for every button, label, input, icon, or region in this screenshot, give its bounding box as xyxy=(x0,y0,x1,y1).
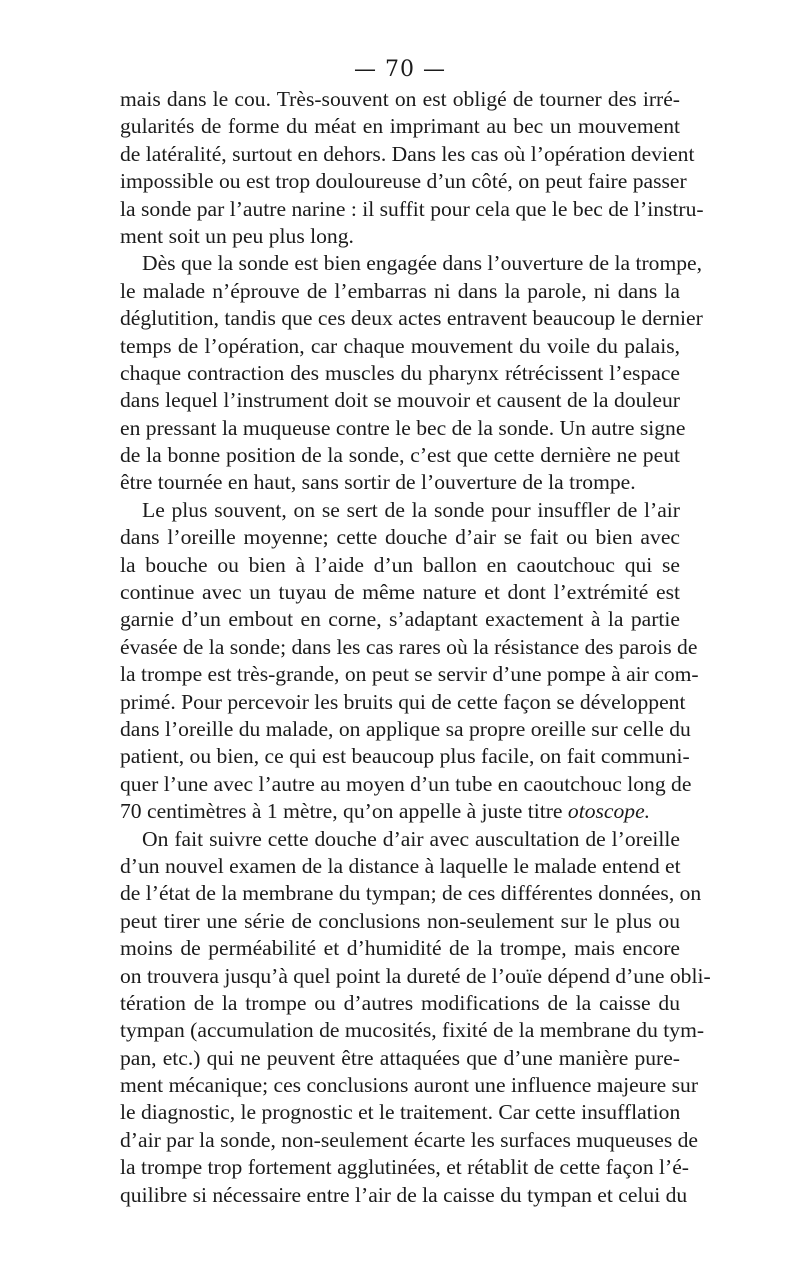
text-line-content: être tournée en haut, sans sortir de l’ouverture de la trompe. xyxy=(120,470,636,495)
text-line xyxy=(120,223,680,250)
italic-term: otoscope. xyxy=(567,799,651,824)
text-line xyxy=(120,826,680,853)
text-line xyxy=(120,196,704,223)
text-line-content: tération de la trompe ou d’autres modifications de la caisse du xyxy=(120,990,680,1015)
text-line xyxy=(120,908,680,935)
text-line xyxy=(120,442,680,469)
text-line xyxy=(120,141,695,168)
text-line xyxy=(120,469,680,496)
text-line-content: le diagnostic, le prognostic et le traitement. Car cette insufflation xyxy=(120,1100,681,1125)
text-line-content: déglutition, tandis que ces deux actes entravent beaucoup le dernier xyxy=(120,306,703,331)
text-line xyxy=(120,168,687,195)
text-line-content: patient, ou bien, ce qui est beaucoup plus facile, on fait communi- xyxy=(120,744,690,769)
text-line-content: garnie d’un embout en corne, s’adaptant exactement à la partie xyxy=(120,607,680,632)
text-line xyxy=(120,333,680,360)
text-line-content: le malade n’éprouve de l’embarras ni dans la parole, ni dans la xyxy=(120,278,680,303)
text-line-content: chaque contraction des muscles du pharynx rétrécissent l’espace xyxy=(120,360,680,385)
text-line-content: 70 centimètres à 1 mètre, qu’on appelle à juste titre xyxy=(120,799,568,824)
text-line-content: de l’état de la membrane du tympan; de ces différentes données, on xyxy=(120,881,702,906)
text-line-content: ment mécanique; ces conclusions auront une influence majeure sur xyxy=(120,1073,699,1098)
text-line xyxy=(120,661,699,688)
text-line xyxy=(120,86,680,113)
text-line-content: quilibre si nécessaire entre l’air de la caisse du tympan et celui du xyxy=(120,1182,688,1207)
text-line xyxy=(120,853,680,880)
text-line-content: on trouvera jusqu’à quel point la dureté de l’ouïe dépend d’une obli- xyxy=(120,963,711,988)
text-line xyxy=(120,113,680,140)
text-line-content: primé. Pour percevoir les bruits qui de cette façon se développent xyxy=(120,689,686,714)
text-line xyxy=(120,1182,688,1209)
text-line xyxy=(120,606,680,633)
text-line xyxy=(120,798,680,825)
text-line xyxy=(120,990,680,1017)
text-line-content: la bouche ou bien à l’aide d’un ballon en caoutchouc qui se xyxy=(120,552,680,577)
text-line-content: dans lequel l’instrument doit se mouvoir et causent de la douleur xyxy=(120,388,680,413)
text-line-content: peut tirer une série de conclusions non-seulement sur le plus ou xyxy=(120,908,680,933)
text-line-content: gularités de forme du méat en imprimant au bec un mouvement xyxy=(120,114,680,139)
text-line xyxy=(120,305,703,332)
text-line xyxy=(120,524,680,551)
text-line xyxy=(120,497,680,524)
text-line-content: la trompe trop fortement agglutinées, et rétablit de cette façon l’é- xyxy=(120,1155,689,1180)
text-line xyxy=(120,1154,689,1181)
text-line-content: d’un nouvel examen de la distance à laquelle le malade entend et xyxy=(120,853,681,878)
text-line-content: On fait suivre cette douche d’air avec auscultation de l’oreille xyxy=(142,826,680,851)
text-line-content: temps de l’opération, car chaque mouvement du voile du palais, xyxy=(120,333,680,358)
text-line-content: quer l’une avec l’autre au moyen d’un tube en caoutchouc long de xyxy=(120,771,692,796)
text-line-content: mais dans le cou. Très-souvent on est obligé de tourner des irré- xyxy=(120,87,680,111)
text-line-content: la trompe est très-grande, on peut se servir d’une pompe à air com- xyxy=(120,662,699,687)
text-line-content: Dès que la sonde est bien engagée dans l’ouverture de la trompe, xyxy=(142,251,703,276)
text-line xyxy=(120,771,692,798)
text-line xyxy=(120,1127,699,1154)
text-line xyxy=(120,743,690,770)
text-line xyxy=(120,1099,680,1126)
page-number: — 70 — xyxy=(354,57,446,82)
text-line xyxy=(120,634,698,661)
text-line-content: en pressant la muqueuse contre le bec de la sonde. Un autre signe xyxy=(120,415,686,440)
text-line xyxy=(120,250,703,277)
text-line-content: dans l’oreille moyenne; cette douche d’air se fait ou bien avec xyxy=(120,525,680,550)
text-line-content: ment soit un peu plus long. xyxy=(120,223,354,248)
text-line-content: tympan (accumulation de mucosités, fixité de la membrane du tym- xyxy=(120,1018,705,1043)
text-line xyxy=(120,1045,680,1072)
text-line-content: d’air par la sonde, non-seulement écarte les surfaces muqueuses de xyxy=(120,1127,699,1152)
text-line-content: évasée de la sonde; dans les cas rares où la résistance des parois de xyxy=(120,634,698,659)
text-line-content: de la bonne position de la sonde, c’est que cette dernière ne peut xyxy=(120,443,680,468)
text-line xyxy=(120,880,702,907)
text-line xyxy=(120,689,686,716)
text-line xyxy=(120,360,680,387)
text-line-content: la sonde par l’autre narine : il suffit pour cela que le bec de l’instru- xyxy=(120,196,704,221)
text-line xyxy=(120,579,680,606)
text-line xyxy=(120,716,691,743)
text-line xyxy=(120,1017,705,1044)
body-text xyxy=(120,86,711,1209)
text-line xyxy=(120,552,680,579)
text-line xyxy=(120,387,680,414)
text-line xyxy=(120,963,711,990)
text-line xyxy=(120,935,680,962)
text-line-content: dans l’oreille du malade, on applique sa propre oreille sur celle du xyxy=(120,716,691,741)
text-line-content: de latéralité, surtout en dehors. Dans les cas où l’opération devient xyxy=(120,141,695,166)
text-line-content: Le plus souvent, on se sert de la sonde pour insuffler de l’air xyxy=(142,497,680,522)
text-line-content: impossible ou est trop douloureuse d’un côté, on peut faire passer xyxy=(120,169,687,194)
text-line xyxy=(120,1072,699,1099)
text-line xyxy=(120,415,686,442)
text-line xyxy=(120,278,680,305)
text-line-content: moins de perméabilité et d’humidité de la trompe, mais encore xyxy=(120,936,680,961)
text-line-content: continue avec un tuyau de même nature et dont l’extrémité est xyxy=(120,580,680,605)
text-line-content: pan, etc.) qui ne peuvent être attaquées que d’une manière pure- xyxy=(120,1045,680,1070)
